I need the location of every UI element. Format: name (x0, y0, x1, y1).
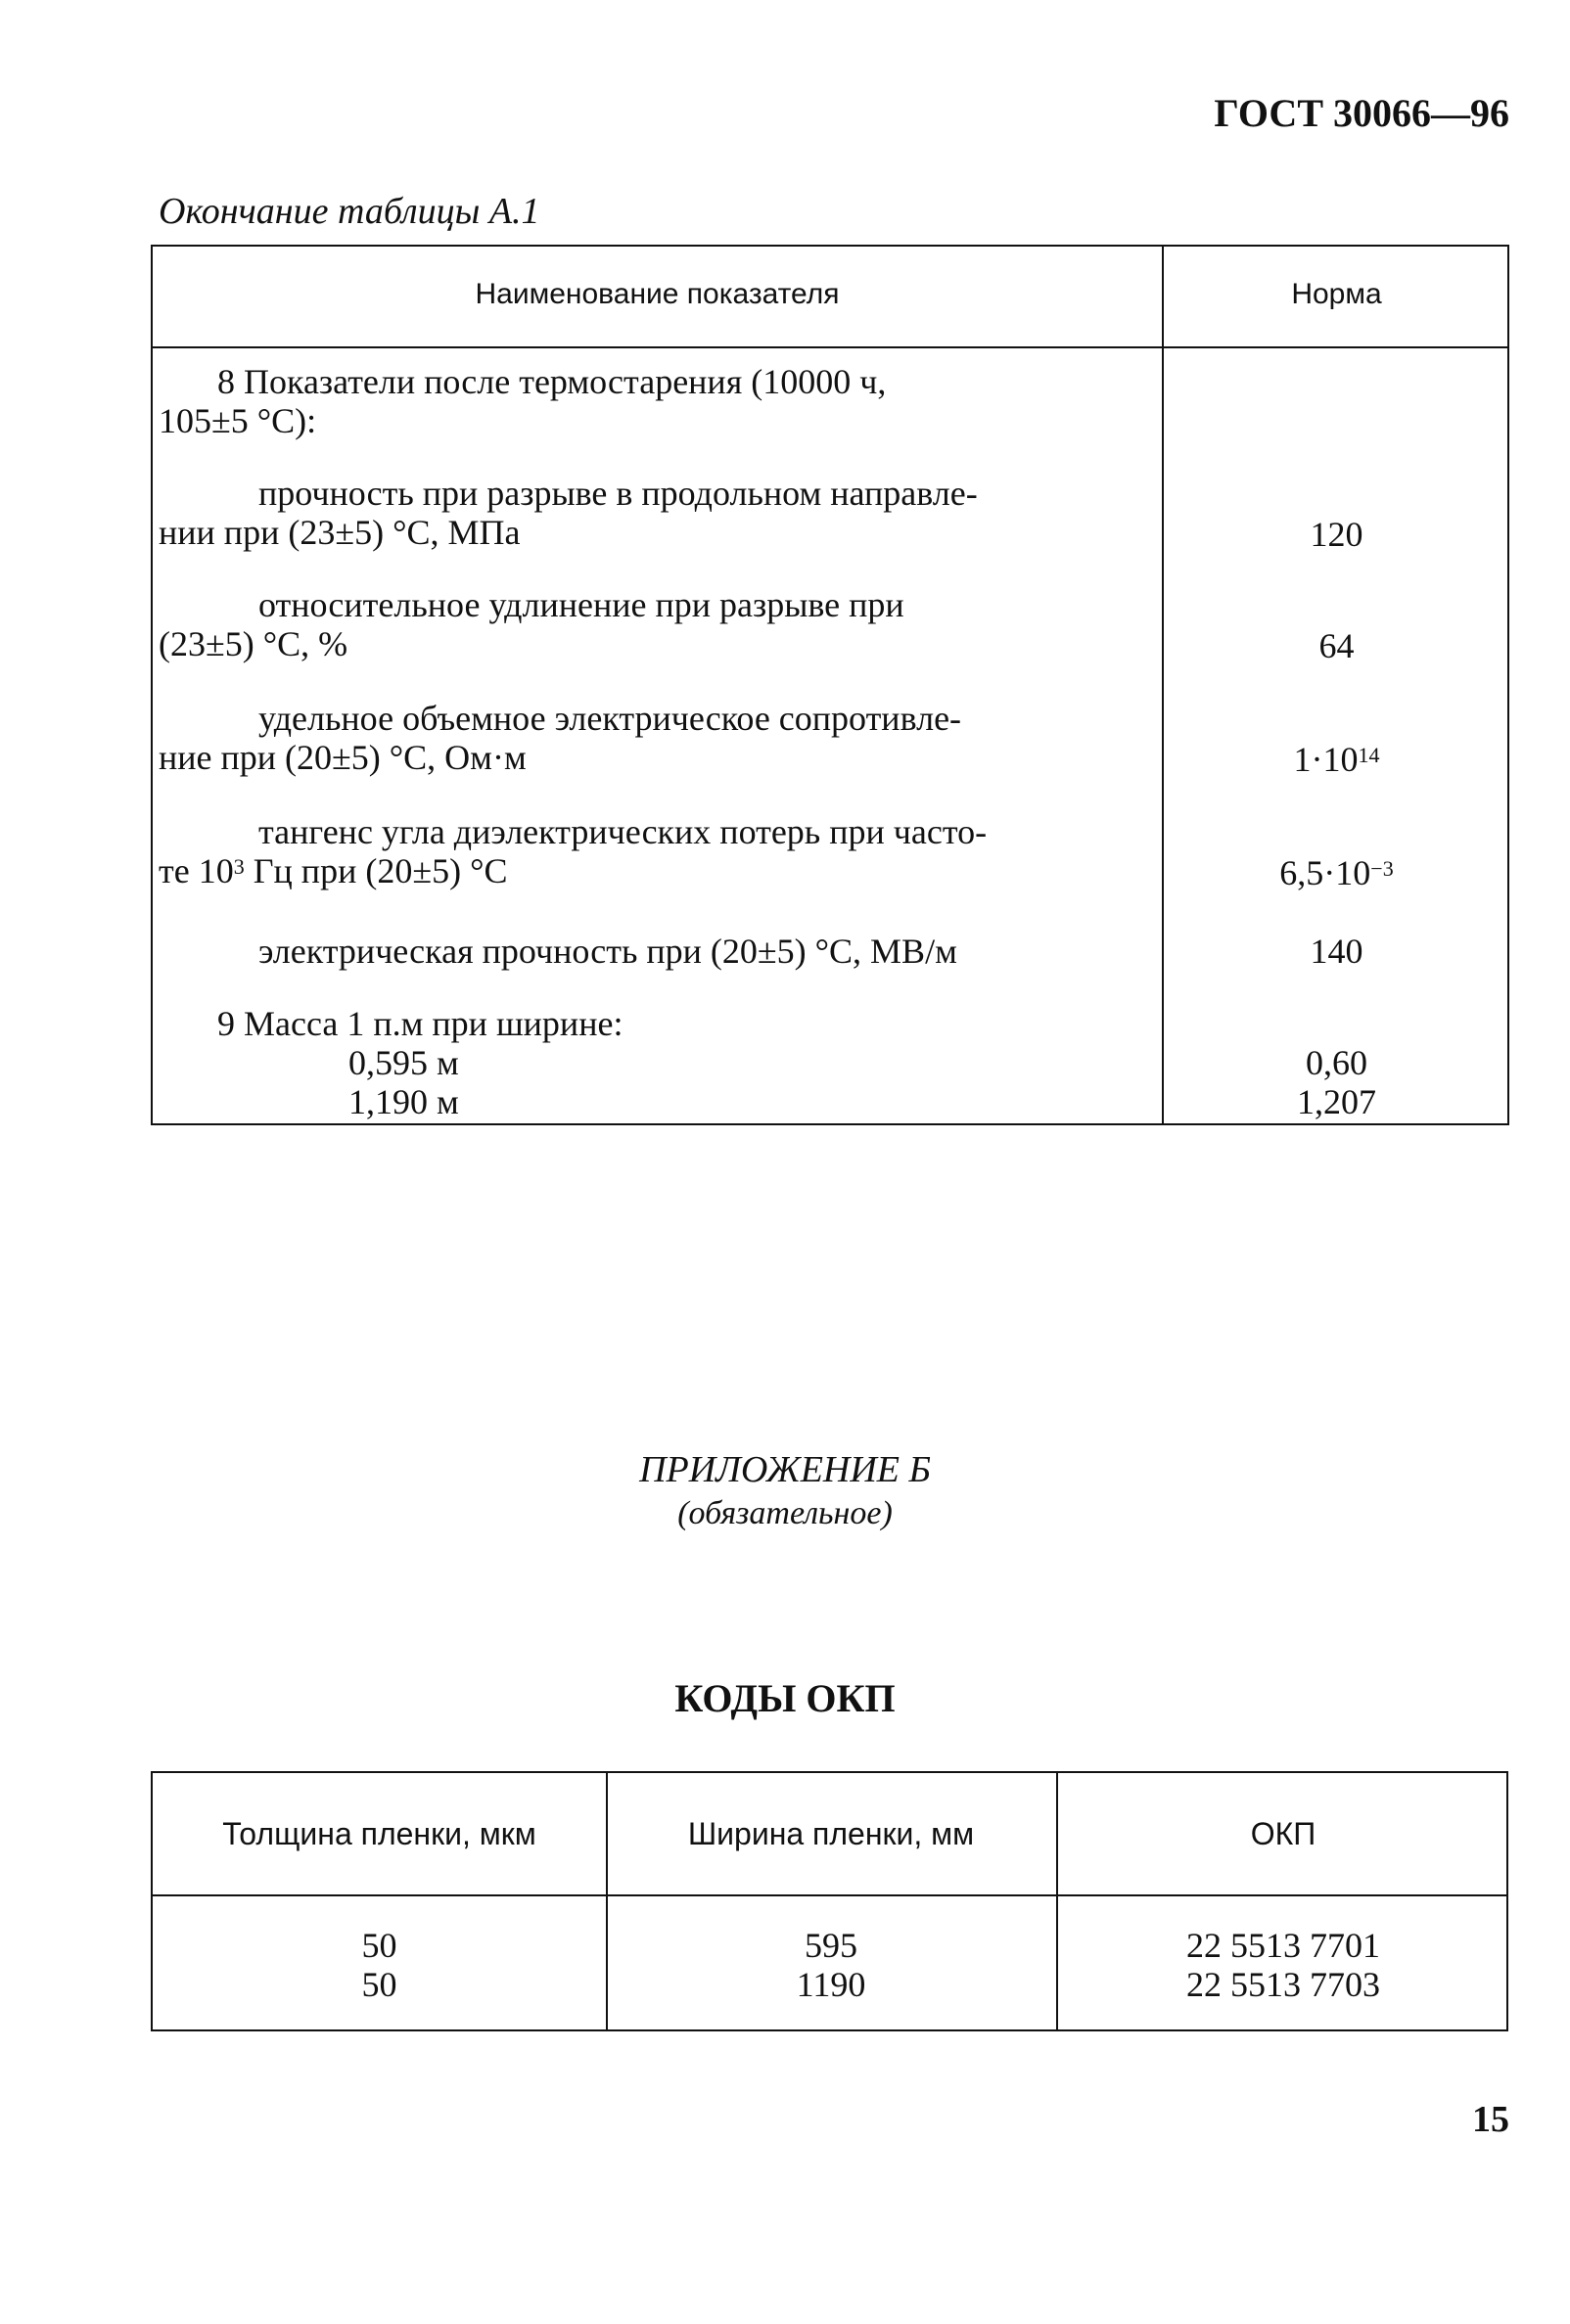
document-code: ГОСТ 30066—96 (1214, 91, 1509, 135)
table-a1 (151, 245, 1509, 1125)
table-header-divider (153, 1894, 1506, 1896)
row-line: тангенс угла диэлектрических потерь при часто- (258, 812, 988, 851)
value-base: 6,5·10 (1279, 853, 1371, 892)
value-mass-1: 0,60 (1306, 1043, 1367, 1082)
cell-okp: 22 5513 7701 (1186, 1926, 1380, 1965)
header-norm: Норма (1291, 278, 1382, 310)
row-line (159, 851, 1147, 890)
row-line: относительное удлинение при разрыве при (258, 585, 904, 624)
cell-thickness: 50 (361, 1926, 397, 1965)
appendix-title: ПРИЛОЖЕНИЕ Б (639, 1449, 931, 1490)
table-caption: Окончание таблицы А.1 (159, 191, 540, 232)
row-loss-tangent (159, 812, 1147, 890)
row-line-part: те 10 (159, 851, 234, 890)
row-line: ние при (20±5) °С, Ом·м (159, 738, 527, 777)
row-line-part: Гц при (20±5) °С (244, 851, 508, 890)
value-loss-tangent (1162, 853, 1511, 892)
item-9-title: 9 Масса 1 п.м при ширине: (217, 1004, 623, 1043)
table-column-divider (1162, 247, 1164, 1123)
header-width: Ширина пленки, мм (687, 1816, 975, 1851)
table-header-divider (153, 346, 1507, 348)
header-thickness: Толщина пленки, мкм (222, 1816, 536, 1851)
row-line: прочность при разрыве в продольном направле- (258, 474, 978, 513)
row-tensile-strength (159, 474, 1147, 552)
item-8-line-2: 105±5 °С): (159, 401, 317, 440)
header-indicator-name: Наименование показателя (475, 278, 840, 310)
cell-width: 595 (805, 1926, 857, 1965)
row-line: (23±5) °С, % (159, 624, 348, 663)
value-elongation: 64 (1318, 626, 1355, 665)
row-dielectric-strength (159, 932, 1147, 971)
okp-table (151, 1771, 1508, 2031)
value-base: 1·10 (1293, 740, 1359, 779)
value-exponent: 14 (1358, 743, 1380, 767)
value-exponent: −3 (1370, 856, 1394, 881)
row-line: электрическая прочность при (20±5) °С, МВ/м (258, 932, 957, 971)
item-9-width-1: 0,595 м (348, 1043, 459, 1082)
row-line: удельное объемное электрическое сопротивле- (258, 699, 962, 738)
row-line: нии при (23±5) °С, МПа (159, 513, 521, 552)
item-9-width-2: 1,190 м (348, 1082, 459, 1121)
frequency-exponent: 3 (233, 854, 245, 879)
row-elongation (159, 585, 1147, 663)
cell-okp: 22 5513 7703 (1186, 1965, 1380, 2004)
page-number: 15 (1472, 2099, 1509, 2140)
appendix-note: (обязательное) (677, 1495, 893, 1531)
value-volume-resistivity (1162, 740, 1511, 779)
cell-thickness: 50 (361, 1965, 397, 2004)
cell-width: 1190 (796, 1965, 866, 2004)
item-8-line-1: 8 Показатели после термостарения (10000 ч, (217, 362, 887, 401)
header-okp: ОКП (1250, 1816, 1316, 1851)
row-volume-resistivity (159, 699, 1147, 777)
section-title: КОДЫ ОКП (674, 1676, 896, 1720)
value-mass-2: 1,207 (1297, 1082, 1376, 1121)
value-tensile-strength: 120 (1310, 515, 1363, 554)
value-dielectric-strength: 140 (1310, 932, 1363, 971)
item-8-title (159, 362, 1147, 440)
